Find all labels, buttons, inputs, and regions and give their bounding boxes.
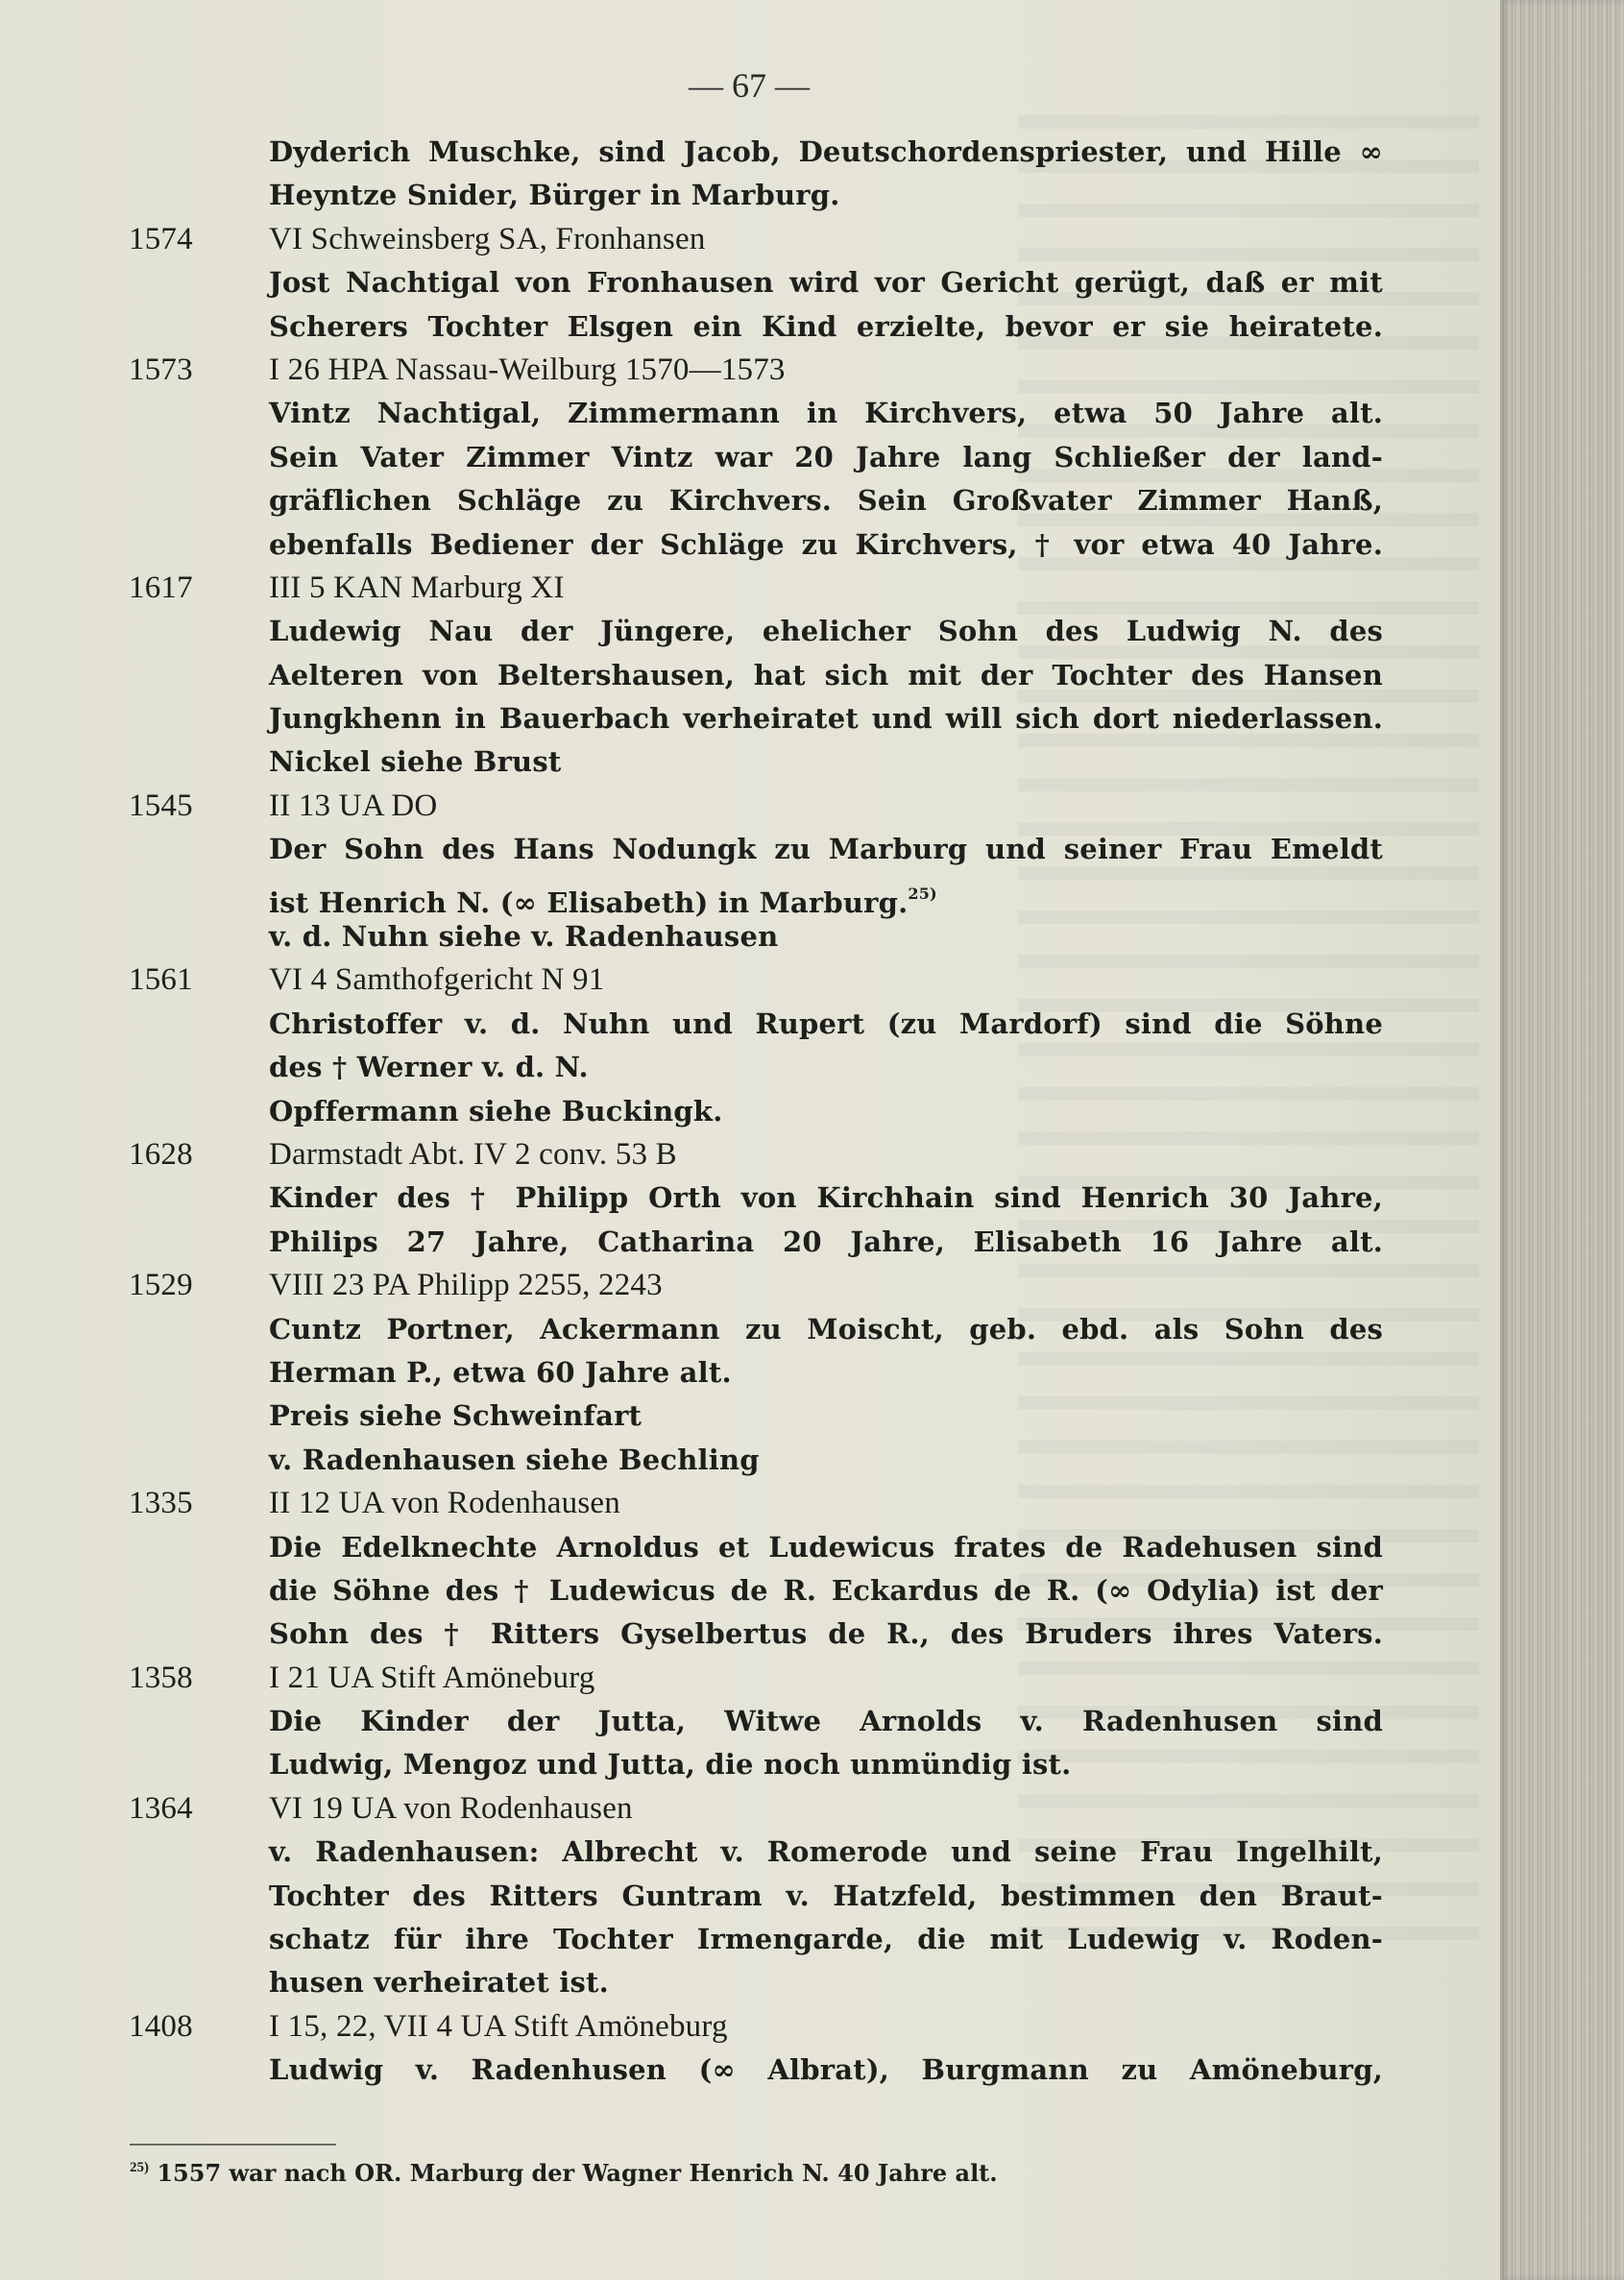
archive-reference: VI 4 Samthofgericht N 91 [269,962,605,998]
text-line-content: v. Radenhausen siehe Bechling [269,1443,760,1476]
text-line [134,872,1383,919]
archive-reference: VI Schweinsberg SA, Fronhansen [269,221,706,256]
entry-year: 1561 [129,962,193,998]
text-line [134,305,1383,349]
footnote [130,2159,998,2187]
text-line-content: Ludwig, Mengoz und Jutta, die noch unmündig ist. [269,1748,1072,1782]
text-line-content: Ludewig Nau der Jüngere, ehelicher Sohn des Ludwig N. des [269,615,1383,648]
text-line [134,1176,1383,1220]
text-line [134,1831,1383,1874]
archive-reference-line [129,567,1383,610]
text-line-content: Der Sohn des Hans Nodungk zu Marburg und seiner Frau Emeldt [269,833,1383,866]
entry-year: 1335 [129,1486,193,1521]
text-line-content: Scherers Tochter Elsgen ein Kind erzielte, bevor er sie heiratete. [269,309,1383,343]
entry-year: 1364 [129,1790,193,1826]
text-line-content: Herman P., etwa 60 Jahre alt. [269,1355,732,1389]
text-line [134,479,1383,522]
archive-reference: I 21 UA Stift Amöneburg [269,1660,595,1695]
text-line-content: gräflichen Schläge zu Kirchvers. Sein Großvater Zimmer Hanß, [269,484,1383,518]
text-line [134,1526,1383,1569]
text-line-content: Nickel siehe Brust [269,745,562,779]
archive-reference-line [129,1787,1383,1831]
archive-reference-line [129,218,1383,261]
text-line [134,740,1383,784]
text-line-content: die Söhne des † Ludewicus de R. Eckardus de R. (∞ Odylia) ist der [269,1573,1383,1607]
footnote-marker: 25) [130,2160,149,2175]
archive-reference-line [129,1264,1383,1307]
text-line-content: ebenfalls Bediener der Schläge zu Kirchvers, † vor etwa 40 Jahre. [269,527,1383,561]
text-line [134,610,1383,653]
archive-reference: Darmstadt Abt. IV 2 conv. 53 B [269,1136,677,1172]
text-line-content: Die Kinder der Jutta, Witwe Arnolds v. Radenhusen sind [269,1705,1383,1738]
archive-reference-line [129,1482,1383,1525]
entry-year: 1358 [129,1660,193,1695]
text-line [134,2049,1383,2092]
text-line [134,697,1383,740]
text-line-content: Ludwig v. Radenhusen (∞ Albrat), Burgmann zu Amöneburg, [269,2053,1383,2087]
text-line-content: Christoffer v. d. Nuhn und Rupert (zu Mardorf) sind die Söhne [269,1007,1383,1040]
book-page-edges [1500,0,1624,2280]
archive-reference: III 5 KAN Marburg XI [269,570,565,605]
text-line-content: husen verheiratet ist. [269,1966,609,2000]
text-line-content: Heyntze Snider, Bürger in Marburg. [269,179,840,212]
archive-reference-line [129,785,1383,828]
text-line-content: Die Edelknechte Arnoldus et Ludewicus frates de Radehusen sind [269,1530,1383,1564]
text-line-content: Kinder des † Philipp Orth von Kirchhain sind Henrich 30 Jahre, [269,1181,1383,1215]
text-line-content: v. Radenhausen: Albrecht v. Romerode und seine Frau Ingelhilt, [269,1835,1383,1869]
text-line [134,392,1383,435]
text-line [134,131,1383,174]
text-line [134,1569,1383,1613]
text-line [134,1046,1383,1089]
archive-reference-line [129,349,1383,392]
text-line-content: Aelteren von Beltershausen, hat sich mit der Tochter des Hansen [269,658,1383,691]
text-line [134,1395,1383,1438]
archive-reference: I 15, 22, VII 4 UA Stift Amöneburg [269,2008,728,2044]
text-line-content: Cuntz Portner, Ackermann zu Moischt, geb. ebd. als Sohn des [269,1312,1383,1346]
entry-year: 1573 [129,352,193,387]
archive-reference-line [129,1133,1383,1176]
text-line-content: Sohn des † Ritters Gyselbertus de R., des Bruders ihres Vaters. [269,1617,1383,1651]
text-line [134,1875,1383,1918]
text-line [134,1439,1383,1482]
footnote-rule [130,2144,336,2146]
archive-reference-line [129,1657,1383,1700]
footnote-text: 1557 war nach OR. Marburg der Wagner Henrich N. 40 Jahre alt. [157,2159,998,2187]
entry-year: 1529 [129,1268,193,1303]
page-number: — 67 — [689,66,810,105]
text-line [134,174,1383,217]
text-line-content: Dyderich Muschke, sind Jacob, Deutschordenspriester, und Hille ∞ [269,135,1383,168]
text-line [134,1743,1383,1786]
entry-year: 1617 [129,570,193,605]
entry-year: 1628 [129,1136,193,1172]
text-line-content: Jungkhenn in Bauerbach verheiratet und will sich dort niederlassen. [269,702,1383,736]
text-line-content: des † Werner v. d. N. [269,1051,589,1084]
text-line [134,828,1383,871]
text-line [134,1090,1383,1133]
text-line [134,1221,1383,1264]
archive-reference-line [129,958,1383,1002]
text-line-content: Tochter des Ritters Guntram v. Hatzfeld, bestimmen den Braut- [269,1879,1383,1912]
archive-reference: II 12 UA von Rodenhausen [269,1486,620,1521]
text-line-content: v. d. Nuhn siehe v. Radenhausen [269,920,779,954]
archive-reference: II 13 UA DO [269,788,438,823]
text-line-content: Philips 27 Jahre, Catharina 20 Jahre, Elisabeth 16 Jahre alt. [269,1225,1383,1258]
text-line-content: Vintz Nachtigal, Zimmermann in Kirchvers, etwa 50 Jahre alt. [269,397,1383,430]
text-line-content: Preis siehe Schweinfart [269,1399,642,1433]
text-line [134,915,1383,958]
archive-reference: I 26 HPA Nassau-Weilburg 1570—1573 [269,352,786,387]
text-line [134,1613,1383,1656]
entry-year: 1408 [129,2008,193,2044]
archive-reference: VIII 23 PA Philipp 2255, 2243 [269,1268,663,1303]
text-line-content: schatz für ihre Tochter Irmengarde, die mit Ludewig v. Roden- [269,1923,1383,1956]
footnote-reference: 25) [908,884,937,903]
text-line [134,436,1383,479]
text-line-content: ist Henrich N. (∞ Elisabeth) in Marburg. [269,885,909,919]
text-line [134,261,1383,304]
text-line [134,1308,1383,1351]
archive-reference-line [129,2005,1383,2049]
entry-year: 1545 [129,788,193,823]
archive-reference: VI 19 UA von Rodenhausen [269,1790,633,1826]
text-line [134,1351,1383,1395]
text-line [134,1700,1383,1743]
text-line-content: Sein Vater Zimmer Vintz war 20 Jahre lang Schließer der land- [269,440,1383,473]
text-line [134,1918,1383,1961]
page-body [129,131,1383,2093]
text-line [134,654,1383,697]
text-line [134,1003,1383,1046]
text-line-content: Opffermann siehe Buckingk. [269,1094,723,1128]
text-line [134,1961,1383,2004]
text-line-content: Jost Nachtigal von Fronhausen wird vor Gericht gerügt, daß er mit [269,266,1383,300]
text-line [134,523,1383,567]
entry-year: 1574 [129,221,193,256]
